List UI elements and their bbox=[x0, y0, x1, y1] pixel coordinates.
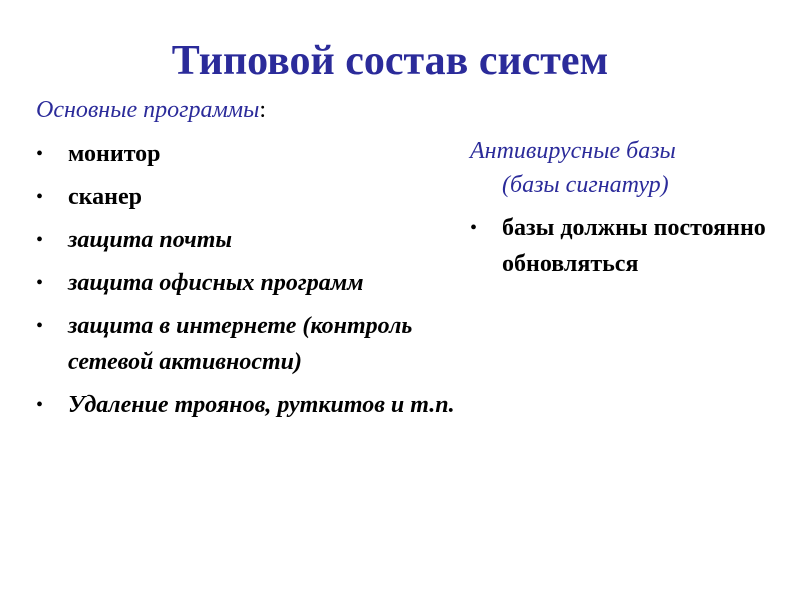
bullet-icon: • bbox=[36, 394, 44, 416]
left-heading-text: Основные программы bbox=[36, 97, 260, 123]
right-heading bbox=[470, 134, 770, 202]
list-item bbox=[36, 387, 456, 423]
left-bullet-list bbox=[36, 136, 456, 423]
bullet-icon: • bbox=[36, 229, 44, 251]
list-item-text: базы должны постоянно обновляться bbox=[502, 215, 766, 277]
list-item-text: монитор bbox=[68, 141, 161, 167]
list-item bbox=[36, 136, 456, 172]
bullet-icon: • bbox=[36, 186, 44, 208]
list-item bbox=[36, 265, 456, 301]
list-item bbox=[36, 308, 456, 380]
list-item bbox=[36, 222, 456, 258]
right-heading-line2: (базы сигнатур) bbox=[502, 172, 669, 198]
left-column bbox=[36, 94, 456, 430]
list-item-text: защита почты bbox=[68, 227, 233, 253]
bullet-icon: • bbox=[36, 143, 44, 165]
left-heading-colon: : bbox=[259, 97, 267, 123]
slide-title: Типовой состав систем bbox=[171, 38, 609, 84]
list-item-text: защита в интернете (контроль сетевой активности) bbox=[68, 313, 413, 375]
list-item-text: защита офисных программ bbox=[68, 270, 364, 296]
list-item-text: сканер bbox=[68, 184, 142, 210]
right-column bbox=[470, 134, 770, 289]
bullet-icon: • bbox=[470, 217, 478, 239]
right-bullet-list bbox=[470, 210, 770, 282]
right-heading-line1: Антивирусные базы bbox=[470, 138, 676, 164]
bullet-icon: • bbox=[36, 315, 44, 337]
list-item bbox=[36, 179, 456, 215]
left-heading bbox=[36, 94, 456, 126]
list-item bbox=[470, 210, 770, 282]
bullet-icon: • bbox=[36, 272, 44, 294]
list-item-text: Удаление троянов, руткитов и т.п. bbox=[68, 392, 455, 418]
